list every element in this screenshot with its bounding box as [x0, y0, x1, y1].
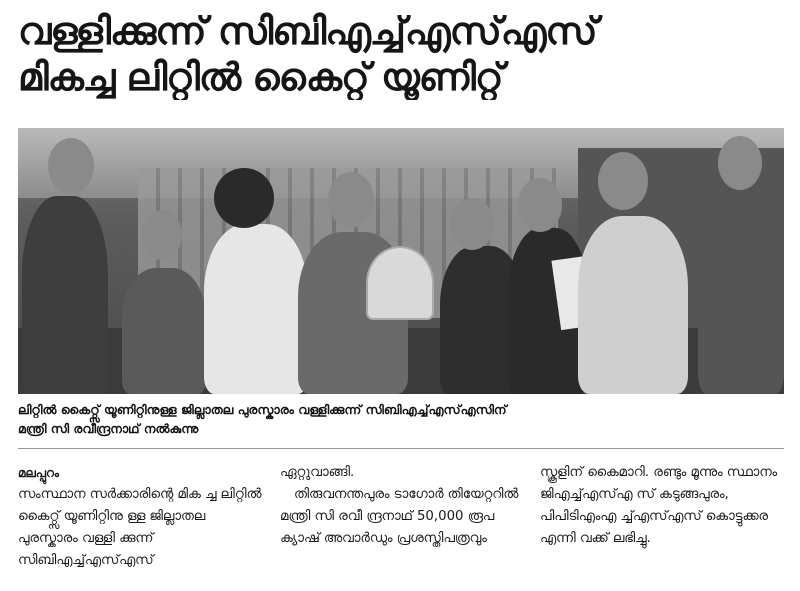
column-2-para-1: ഏറ്റുവാങ്ങി.	[280, 465, 355, 480]
person-6-face	[518, 178, 562, 232]
person-3-head	[214, 168, 274, 228]
divider	[18, 448, 784, 449]
dateline: മലപ്പുറം	[18, 466, 60, 480]
person-8-face	[718, 136, 762, 190]
column-1-text: സംസ്ഥാന സർക്കാരിന്റെ മിക ച്ച ലിറ്റിൽ കൈറ്റ്സ് യൂണിറ്റിനു ള്ള ജില്ലാതല പുരസ്കാരം വള്ളി ക്കുന്ന് സിബിഎച്ച്എസ്എസ്	[18, 487, 262, 568]
column-2-para-2: തിരുവനന്തപുരം ടാഗോർ തിയേറ്ററിൽ മന്ത്രി സി രവീ ന്ദ്രനാഥ് 50,000 രൂപ ക്യാഷ് അവാർഡും പ്രശസ്തിപത്രവും	[280, 487, 519, 546]
person-7	[578, 216, 688, 394]
person-2-face	[142, 210, 182, 260]
headline-line-1: വള്ളിക്കുന്ന് സിബിഎച്ച്എസ്എസ്	[18, 9, 597, 53]
article-column-1	[18, 462, 264, 572]
caption-line-2: മന്ത്രി സി രവീന്ദ്രനാഥ് നൽകുന്നു	[18, 421, 199, 436]
person-3	[204, 224, 308, 394]
person-1-face	[48, 138, 94, 194]
person-1	[22, 196, 108, 394]
headline-line-2: മികച്ച ലിറ്റിൽ കൈറ്റ്സ് യൂണിറ്റ്	[18, 55, 503, 99]
award-plaque	[366, 246, 434, 320]
caption-line-1: ലിറ്റിൽ കൈറ്റ്സ് യൂണിറ്റിനുള്ള ജില്ലാതല പുരസ്കാരം വള്ളിക്കുന്ന് സിബിഎച്ച്എസ്എസിന്	[18, 402, 507, 417]
headline	[18, 8, 788, 100]
person-2	[122, 268, 206, 394]
article-column-3	[540, 462, 786, 550]
news-photo	[18, 128, 784, 394]
photo-caption	[18, 400, 784, 438]
person-4-face	[328, 172, 374, 228]
article-column-2	[280, 462, 526, 550]
person-7-face	[598, 152, 648, 210]
person-8	[698, 190, 784, 394]
person-5-face	[450, 198, 494, 250]
column-3-text: സ്കൂളിന് കൈമാറി. രണ്ടും മൂന്നും സ്ഥാനം ജിഎച്ച്എസ്എ സ് കടുങ്ങപുരം, പിപിടിഎംഎ ച്ച്എസ്എസ് കൊട്ടുക്കര എന്നി വക്ക് ലഭിച്ചു.	[540, 465, 778, 546]
